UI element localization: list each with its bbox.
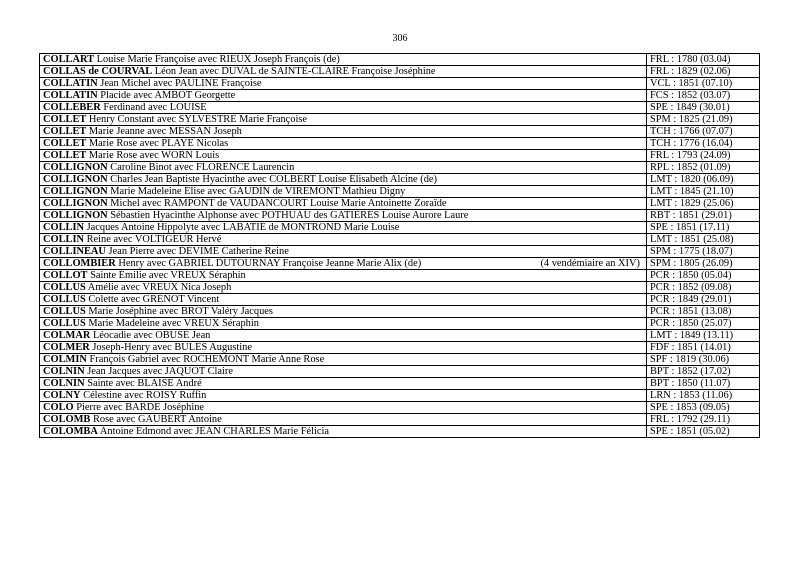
entry-cell (40, 342, 647, 354)
table-row (40, 306, 760, 318)
entry-cell (40, 258, 647, 270)
entry-cell (40, 186, 647, 198)
entry-text: Léocadie avec OBUSE Jean (92, 330, 211, 341)
entry-cell (40, 198, 647, 210)
entry-text: Sébastien Hyacinthe Alphonse avec POTHUAU des GATIÈRES Louise Aurore Laure (110, 210, 469, 221)
entry-cell (40, 294, 647, 306)
entry-surname: COLNIN (43, 378, 85, 389)
entry-text: Marie Jeanne avec MESSAN Joseph (88, 126, 242, 137)
entry-surname: COLLIGNON (43, 186, 108, 197)
entry-code: FRL : 1780 (03.04) (647, 54, 760, 66)
entry-cell (40, 138, 647, 150)
entry-cell (40, 210, 647, 222)
entry-cell (40, 426, 647, 438)
page-number: 306 (392, 33, 408, 44)
entry-cell (40, 390, 647, 402)
table-row (40, 390, 760, 402)
entry-surname: COLLEBER (43, 102, 101, 113)
entry-cell (40, 162, 647, 174)
entry-cell (40, 318, 647, 330)
table-row (40, 366, 760, 378)
table-row (40, 270, 760, 282)
table-row (40, 246, 760, 258)
entry-code: FDF : 1851 (14.01) (647, 342, 760, 354)
entry-surname: COLLOT (43, 270, 88, 281)
entry-cell (40, 126, 647, 138)
registry-rows (40, 54, 760, 438)
table-row (40, 354, 760, 366)
entry-code: SPE : 1851 (17.11) (647, 222, 760, 234)
entry-cell (40, 90, 647, 102)
table-row (40, 210, 760, 222)
table-row (40, 114, 760, 126)
entry-code: SPF : 1819 (30.06) (647, 354, 760, 366)
entry-code: SPM : 1825 (21.09) (647, 114, 760, 126)
entry-text: Célestine avec ROISY Ruffin (83, 390, 207, 401)
entry-code: PCR : 1852 (09.08) (647, 282, 760, 294)
entry-code: SPE : 1853 (09.05) (647, 402, 760, 414)
entry-text: Jean Michel avec PAULINE Françoise (100, 78, 262, 89)
entry-surname: COLLET (43, 150, 87, 161)
entry-cell (40, 150, 647, 162)
table-row (40, 66, 760, 78)
entry-code: VCL : 1851 (07.10) (647, 78, 760, 90)
entry-code: FRL : 1792 (29.11) (647, 414, 760, 426)
entry-code: SPM : 1805 (26.09) (647, 258, 760, 270)
entry-code: LMT : 1820 (06.09) (647, 174, 760, 186)
entry-surname: COLMER (43, 342, 90, 353)
table-row (40, 414, 760, 426)
entry-surname: COLO (43, 402, 74, 413)
entry-text: François Gabriel avec ROCHEMONT Marie Anne Rose (89, 354, 325, 365)
entry-surname: COLLATIN (43, 90, 98, 101)
entry-code: RPL : 1852 (01.09) (647, 162, 760, 174)
entry-code: BPT : 1850 (11.07) (647, 378, 760, 390)
table-row (40, 294, 760, 306)
entry-surname: COLLUS (43, 294, 86, 305)
entry-text: Pierre avec BARDE Joséphine (76, 402, 205, 413)
table-row (40, 318, 760, 330)
entry-surname: COLLINEAU (43, 246, 106, 257)
entry-surname: COLLOMBIER (43, 258, 116, 269)
entry-surname: COLLUS (43, 318, 86, 329)
entry-text: Ferdinand avec LOUISE (103, 102, 207, 113)
entry-text: Marie Madeleine avec VREUX Séraphin (88, 318, 259, 329)
entry-text: Jacques Antoine Hippolyte avec LABATIE de MONTROND Marie Louise (86, 222, 400, 233)
entry-code: BPT : 1852 (17.02) (647, 366, 760, 378)
entry-surname: COLLIN (43, 234, 84, 245)
entry-code: SPE : 1849 (30.01) (647, 102, 760, 114)
table-row (40, 90, 760, 102)
entry-code: SPE : 1851 (05.02) (647, 426, 760, 438)
entry-text: Louise Marie Françoise avec RIEUX Joseph François (de) (96, 54, 340, 65)
entry-surname: COLMIN (43, 354, 87, 365)
entry-cell (40, 306, 647, 318)
entry-surname: COLLUS (43, 306, 86, 317)
entry-text: Caroline Binot avec FLORENCE Laurencin (110, 162, 295, 173)
entry-surname: COLLIGNON (43, 198, 108, 209)
entry-text: Placide avec AMBOT Georgette (100, 90, 236, 101)
entry-cell (40, 102, 647, 114)
table-row (40, 54, 760, 66)
entry-code: LMT : 1829 (25.06) (647, 198, 760, 210)
entry-code: LMT : 1845 (21.10) (647, 186, 760, 198)
table-row (40, 198, 760, 210)
entry-cell (40, 330, 647, 342)
entry-code: PCR : 1849 (29.01) (647, 294, 760, 306)
entry-code: PCR : 1850 (05.04) (647, 270, 760, 282)
entry-code: PCR : 1850 (25.07) (647, 318, 760, 330)
entry-text: Antoine Edmond avec JEAN CHARLES Marie Félicia (99, 426, 330, 437)
entry-cell (40, 402, 647, 414)
table-row (40, 342, 760, 354)
entry-code: TCH : 1776 (16.04) (647, 138, 760, 150)
entry-surname: COLLET (43, 114, 87, 125)
entry-text: Henry Constant avec SYLVESTRE Marie Françoise (88, 114, 307, 125)
table-row (40, 258, 760, 270)
entry-code: PCR : 1851 (13.08) (647, 306, 760, 318)
marriage-registry-table (39, 53, 760, 438)
entry-text: Joseph-Henry avec BULES Augustine (92, 342, 252, 353)
table-row (40, 78, 760, 90)
entry-surname: COLOMBA (43, 426, 98, 437)
entry-text: Jean Jacques avec JAQUOT Claire (87, 366, 233, 377)
entry-code: LMT : 1851 (25.08) (647, 234, 760, 246)
entry-cell (40, 222, 647, 234)
entry-surname: COLLET (43, 138, 87, 149)
entry-surname: COLLATIN (43, 78, 98, 89)
entry-cell (40, 414, 647, 426)
entry-code: SPM : 1775 (18.07) (647, 246, 760, 258)
entry-surname: COLNY (43, 390, 81, 401)
table-row (40, 186, 760, 198)
entry-cell (40, 366, 647, 378)
entry-cell (40, 114, 647, 126)
table-row (40, 126, 760, 138)
entry-surname: COLLIGNON (43, 162, 108, 173)
table-row (40, 378, 760, 390)
entry-surname: COLLIN (43, 222, 84, 233)
entry-surname: COLLIGNON (43, 174, 108, 185)
entry-cell (40, 378, 647, 390)
entry-cell (40, 78, 647, 90)
entry-cell (40, 354, 647, 366)
entry-text: Reine avec VOLTIGEUR Hervé (86, 234, 222, 245)
entry-cell (40, 282, 647, 294)
entry-surname: COLNIN (43, 366, 85, 377)
entry-surname: COLOMB (43, 414, 91, 425)
table-row (40, 102, 760, 114)
entry-surname: COLLAS de COURVAL (43, 66, 153, 77)
table-row (40, 222, 760, 234)
entry-code: FRL : 1793 (24.09) (647, 150, 760, 162)
entry-text: Michel avec RAMPONT de VAUDANCOURT Louise Marie Antoinette Zoraïde (110, 198, 447, 209)
table-row (40, 174, 760, 186)
entry-code: RBT : 1851 (29.01) (647, 210, 760, 222)
table-row (40, 138, 760, 150)
entry-surname: COLLART (43, 54, 95, 65)
entry-cell (40, 174, 647, 186)
entry-code: FRL : 1829 (02.06) (647, 66, 760, 78)
entry-text: Charles Jean Baptiste Hyacinthe avec COLBERT Louise Élisabeth Alcine (de) (110, 174, 437, 185)
entry-text: Jean Pierre avec DEVIME Catherine Reine (108, 246, 289, 257)
table-row (40, 234, 760, 246)
table-row (40, 150, 760, 162)
entry-text: Rose avec GAUBERT Antoine (92, 414, 222, 425)
entry-text: Marie Joséphine avec BROT Valéry Jacques (88, 306, 273, 317)
entry-surname: COLLUS (43, 282, 86, 293)
entry-text: Colette avec GRENOT Vincent (88, 294, 220, 305)
entry-text: Henry avec GABRIEL DUTOURNAY Françoise Jeanne Marie Alix (de) (118, 258, 422, 269)
entry-text: Marie Rose avec WORN Louis (88, 150, 220, 161)
table-row (40, 426, 760, 438)
entry-surname: COLMAR (43, 330, 91, 341)
entry-cell (40, 234, 647, 246)
entry-cell (40, 246, 647, 258)
entry-cell (40, 54, 647, 66)
entry-text: Sainte Émilie avec VREUX Séraphin (90, 270, 246, 281)
table-row (40, 402, 760, 414)
entry-surname: COLLET (43, 126, 87, 137)
table-row (40, 162, 760, 174)
entry-code: FCS : 1852 (03.07) (647, 90, 760, 102)
entry-text: Léon Jean avec DUVAL de SAINTE-CLAIRE Françoise Joséphine (154, 66, 436, 77)
entry-text: Marie Rose avec PLAYE Nicolas (88, 138, 229, 149)
entry-text: Amélie avec VREUX Nica Joseph (87, 282, 232, 293)
table-row (40, 282, 760, 294)
entry-code: TCH : 1766 (07.07) (647, 126, 760, 138)
entry-text: Marie Madeleine Élise avec GAUDIN de VIREMONT Mathieu Digny (110, 186, 406, 197)
entry-code: LMT : 1849 (13.11) (647, 330, 760, 342)
table-row (40, 330, 760, 342)
entry-cell (40, 66, 647, 78)
entry-text: Sainte avec BLAISE André (87, 378, 202, 389)
entry-cell (40, 270, 647, 282)
entry-note: (4 vendémiaire an XIV) (540, 258, 640, 269)
entry-code: LRN : 1853 (11.06) (647, 390, 760, 402)
entry-surname: COLLIGNON (43, 210, 108, 221)
